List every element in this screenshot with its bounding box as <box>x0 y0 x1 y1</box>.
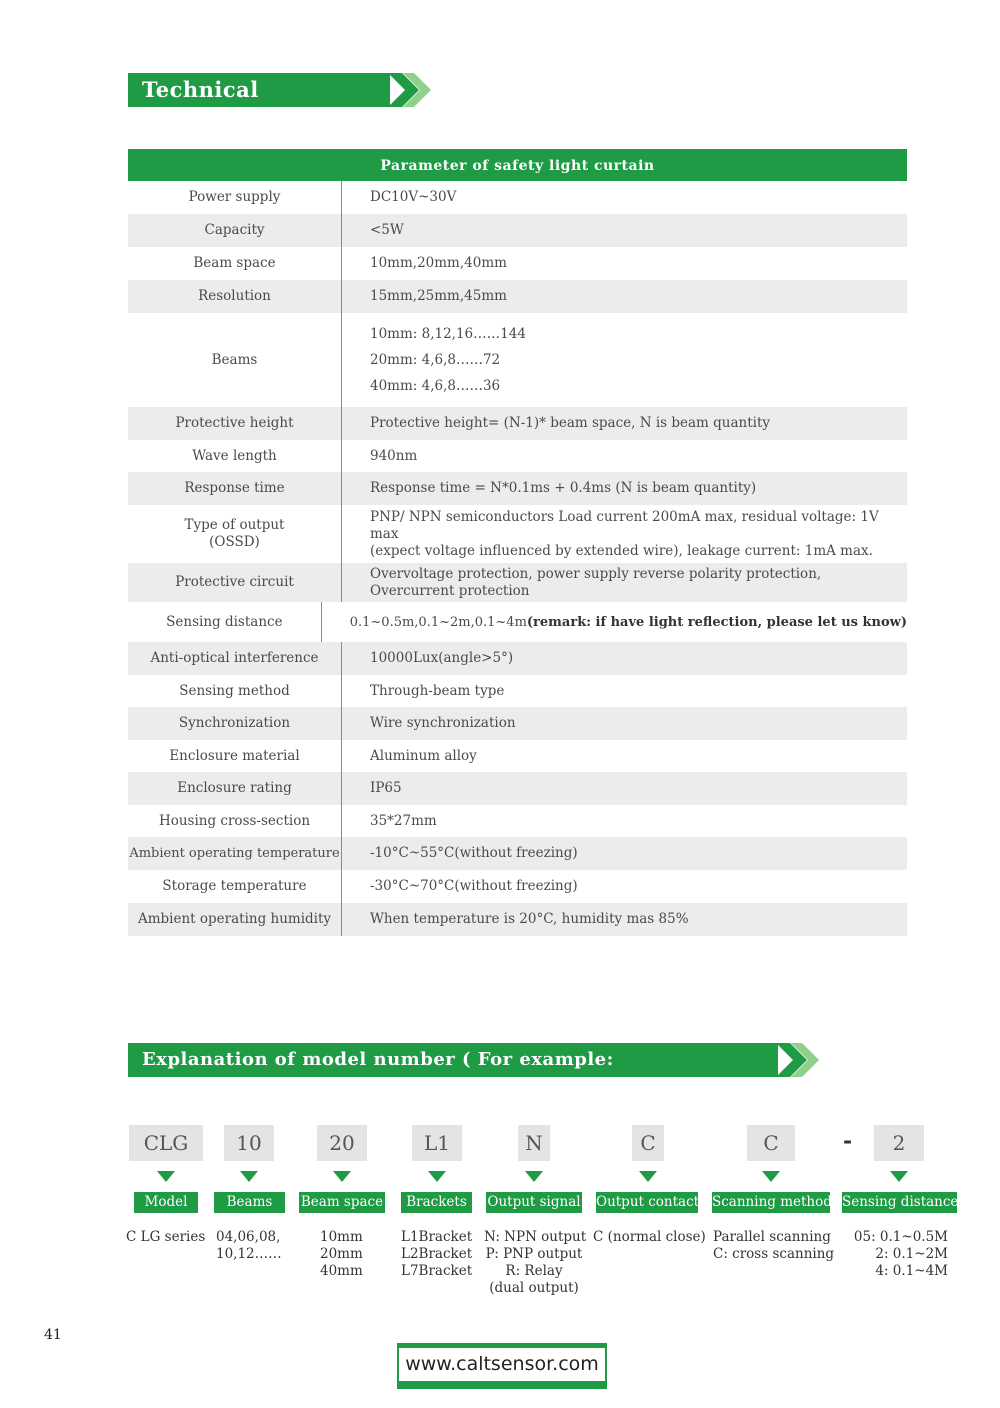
desc-line: (dual output) <box>489 1280 579 1296</box>
row-label: Synchronization <box>128 707 342 740</box>
code-box-model: CLG <box>129 1125 203 1161</box>
desc-line: Parallel scanning <box>713 1229 831 1245</box>
desc-line: 40mm <box>320 1263 363 1279</box>
table-row <box>128 675 907 707</box>
website-link[interactable]: www.caltsensor.com <box>399 1348 605 1381</box>
label-brackets: Brackets <box>401 1192 472 1213</box>
arrow-down-icon <box>762 1171 780 1182</box>
beams-line: 10mm: 8,12,16……144 <box>370 326 526 342</box>
row-value: When temperature is 20°C, humidity mas 85% <box>370 911 689 927</box>
row-label: Enclosure material <box>128 740 342 772</box>
desc-beam-space <box>320 1229 363 1280</box>
row-label: Sensing method <box>128 675 342 707</box>
row-value <box>322 614 907 631</box>
footer-website-box <box>397 1343 607 1389</box>
row-label: Response time <box>128 472 342 505</box>
code-box-beam-space: 20 <box>317 1125 367 1161</box>
table-row <box>128 472 907 505</box>
label-output-contact: Output contact <box>596 1192 698 1213</box>
row-label: Sensing distance <box>128 602 322 642</box>
arrow-down-icon <box>525 1171 543 1182</box>
arrow-down-icon <box>157 1171 175 1182</box>
desc-line: 20mm <box>320 1246 363 1262</box>
desc-line: L2Bracket <box>401 1246 473 1262</box>
row-value <box>342 321 907 399</box>
beams-line: 40mm: 4,6,8……36 <box>370 378 501 394</box>
desc-line: L7Bracket <box>401 1263 473 1279</box>
beams-line: 20mm: 4,6,8……72 <box>370 352 501 368</box>
row-value: 10000Lux(angle>5°) <box>370 650 514 666</box>
table-row <box>128 772 907 805</box>
section-title-model-number: Explanation of model number ( For example: ELG1020L1NCGC-2) <box>128 1043 778 1077</box>
table-row <box>128 707 907 740</box>
desc-line: 04,06,08, <box>216 1229 281 1245</box>
desc-beams <box>216 1229 282 1263</box>
table-row <box>128 903 907 936</box>
arrow-down-icon <box>428 1171 446 1182</box>
row-label: Protective circuit <box>128 563 342 602</box>
table-row <box>128 563 907 602</box>
double-chevron-icon <box>388 73 434 107</box>
page-number: 41 <box>44 1327 62 1343</box>
row-label-line: Type of output <box>184 517 285 533</box>
row-value: 10mm,20mm,40mm <box>370 255 507 271</box>
table-row <box>128 740 907 772</box>
row-label: Housing cross-section <box>128 805 342 837</box>
row-label: Ambient operating temperature <box>128 837 342 870</box>
label-output-signal: Output signal <box>486 1192 582 1213</box>
label-sensing-distance: Sensing distance <box>842 1192 957 1213</box>
desc-line: 10,12…… <box>216 1246 282 1262</box>
row-label <box>128 505 342 563</box>
row-label: Power supply <box>128 181 342 214</box>
table-row <box>128 440 907 472</box>
row-value: 940nm <box>370 447 418 464</box>
desc-line: C (normal close) <box>593 1229 706 1245</box>
section-title-technical-parameter: Technical parameter <box>128 73 390 107</box>
row-value <box>342 566 907 600</box>
table-row <box>128 214 907 247</box>
desc-line: 4: 0.1~4M <box>875 1263 948 1279</box>
row-label: Capacity <box>128 214 342 247</box>
row-label: Wave length <box>128 440 342 472</box>
label-scanning-method: Scanning method <box>712 1192 830 1213</box>
desc-line: R: Relay <box>505 1263 563 1279</box>
value-line: PNP/ NPN semiconductors Load current 200mA max, residual voltage: 1V max <box>370 508 879 542</box>
row-label: Protective height <box>128 407 342 440</box>
table-row <box>128 280 907 313</box>
table-row <box>128 805 907 837</box>
label-beam-space: Beam space <box>299 1192 385 1213</box>
table-row <box>128 837 907 870</box>
row-value: IP65 <box>370 780 402 796</box>
value-text: 0.1~0.5m,0.1~2m,0.1~4m <box>349 614 527 630</box>
desc-line: 10mm <box>320 1229 363 1245</box>
row-value: Protective height= (N-1)* beam space, N is beam quantity <box>370 415 771 431</box>
row-value: Wire synchronization <box>370 715 516 731</box>
table-row <box>128 602 907 642</box>
row-value: -10°C~55°C(without freezing) <box>370 845 578 861</box>
desc-model <box>126 1229 205 1246</box>
row-value: 15mm,25mm,45mm <box>370 288 507 304</box>
code-box-output-contact: C <box>632 1125 664 1161</box>
code-box-brackets: L1 <box>412 1125 462 1161</box>
code-box-output-signal: N <box>518 1125 550 1161</box>
row-label: Storage temperature <box>128 870 342 903</box>
row-label: Beams <box>128 313 342 407</box>
arrow-down-icon <box>240 1171 258 1182</box>
table-header: Parameter of safety light curtain <box>128 149 907 181</box>
double-chevron-icon <box>776 1043 822 1077</box>
arrow-down-icon <box>639 1171 657 1182</box>
code-box-beams: 10 <box>224 1125 274 1161</box>
desc-line: N: NPN output <box>484 1229 587 1245</box>
desc-output-contact <box>593 1229 706 1246</box>
desc-line: P: PNP output <box>485 1246 583 1262</box>
row-value: Aluminum alloy <box>370 747 477 764</box>
value-line: Overcurrent protection <box>370 582 530 599</box>
desc-output-signal <box>484 1229 587 1297</box>
row-value: Response time = N*0.1ms + 0.4ms (N is beam quantity) <box>370 480 757 496</box>
value-line: (expect voltage influenced by extended wire), leakage current: 1mA max. <box>370 542 873 559</box>
table-row <box>128 181 907 214</box>
label-model: Model <box>134 1192 198 1213</box>
desc-line: 2: 0.1~2M <box>875 1246 948 1262</box>
row-value: <5W <box>370 222 404 238</box>
code-dash: - <box>843 1128 853 1154</box>
row-value: -30°C~70°C(without freezing) <box>370 878 578 894</box>
desc-sensing-distance <box>852 1229 948 1280</box>
desc-line: C LG series <box>126 1229 206 1245</box>
arrow-down-icon <box>890 1171 908 1182</box>
desc-line: C: cross scanning <box>713 1246 835 1262</box>
value-remark: (remark: if have light reflection, please let us know) <box>526 614 907 630</box>
desc-scanning-method <box>713 1229 834 1263</box>
table-row <box>128 247 907 280</box>
code-box-sensing-distance: 2 <box>874 1125 924 1161</box>
code-box-scanning-method: C <box>747 1125 795 1161</box>
desc-brackets <box>401 1229 472 1280</box>
row-label: Anti-optical interference <box>128 642 342 675</box>
row-value: 35*27mm <box>370 812 437 829</box>
value-line: Overvoltage protection, power supply reverse polarity protection, <box>370 565 822 582</box>
arrow-down-icon <box>333 1171 351 1182</box>
desc-line: L1Bracket <box>401 1229 473 1245</box>
row-label: Beam space <box>128 247 342 280</box>
table-row <box>128 505 907 563</box>
table-row <box>128 407 907 440</box>
table-row <box>128 870 907 903</box>
table-row <box>128 642 907 675</box>
label-beams: Beams <box>214 1192 285 1213</box>
row-label-line: (OSSD) <box>209 534 260 550</box>
desc-line: 05: 0.1~0.5M <box>853 1229 948 1245</box>
row-label: Ambient operating humidity <box>128 903 342 936</box>
row-value: Through-beam type <box>370 682 505 699</box>
row-label: Enclosure rating <box>128 772 342 805</box>
table-row <box>128 313 907 407</box>
row-value <box>342 509 907 560</box>
parameter-table <box>128 149 907 936</box>
row-value: DC10V~30V <box>370 189 457 205</box>
row-label: Resolution <box>128 280 342 313</box>
